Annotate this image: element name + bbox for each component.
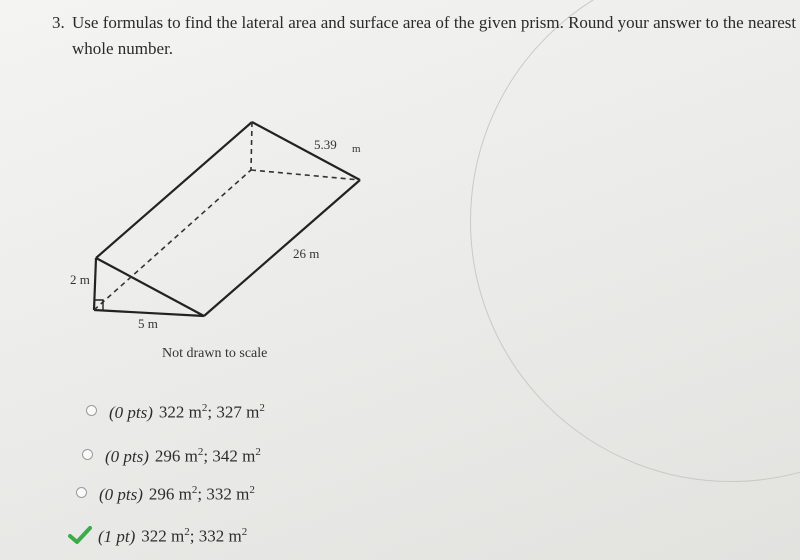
exponent: 2 bbox=[184, 526, 190, 539]
figure-caption: Not drawn to scale bbox=[162, 346, 268, 361]
label-top-edge: 5.39 bbox=[314, 137, 337, 152]
edge-front-vertical bbox=[94, 258, 96, 310]
question-number: 3. bbox=[52, 13, 65, 32]
surface-area-value: 342 m bbox=[212, 446, 256, 466]
hidden-edge-back-base bbox=[251, 170, 360, 180]
exponent: 2 bbox=[259, 402, 265, 414]
choice-answer: 296 $m^2$; 342 $m^2$ bbox=[154, 446, 261, 466]
lateral-area-value: 296 m bbox=[154, 446, 198, 466]
answer-choice-3[interactable] bbox=[76, 484, 255, 505]
choice-points: (1 pt) bbox=[98, 527, 136, 546]
edge-front-hypotenuse bbox=[96, 258, 204, 316]
label-base: 5 m bbox=[138, 316, 158, 331]
lateral-area-value: 322 m bbox=[141, 527, 185, 546]
hidden-edge-back-vertical bbox=[251, 122, 252, 170]
right-angle-marker bbox=[94, 300, 103, 310]
answer-choice-4[interactable] bbox=[68, 524, 247, 547]
exponent: 2 bbox=[191, 484, 198, 496]
exponent: 2 bbox=[197, 446, 204, 458]
answer-choice-1[interactable] bbox=[86, 402, 265, 423]
label-height: 2 m bbox=[70, 272, 90, 287]
choice-answer: 322 $m^2$; 332 $m^2$ bbox=[141, 526, 248, 546]
choice-answer: 296 $m^2$; 332 $m^2$ bbox=[148, 484, 255, 504]
radio-button[interactable] bbox=[76, 487, 87, 498]
exponent: 2 bbox=[249, 484, 255, 496]
background-glare-arc bbox=[470, 0, 800, 482]
hidden-edge-base-length bbox=[94, 170, 251, 310]
edge-back-top bbox=[252, 122, 360, 180]
label-top-edge-unit: m bbox=[352, 143, 361, 155]
surface-area-value: 332 m bbox=[198, 527, 242, 546]
choice-answer: 322 $m^2$; 327 $m^2$ bbox=[158, 402, 265, 422]
lateral-area-value: 296 m bbox=[148, 484, 192, 504]
radio-button[interactable] bbox=[82, 449, 93, 460]
choice-points: (0 pts) bbox=[99, 484, 143, 504]
radio-button[interactable] bbox=[86, 405, 97, 416]
edge-front-base bbox=[94, 310, 204, 316]
exponent: 2 bbox=[241, 526, 248, 539]
surface-area-value: 327 m bbox=[216, 402, 260, 422]
answer-choice-2[interactable] bbox=[82, 446, 261, 467]
check-icon bbox=[68, 526, 92, 544]
surface-area-value: 332 m bbox=[206, 484, 250, 504]
edge-top-length bbox=[96, 122, 252, 258]
edge-bottom-length bbox=[204, 180, 360, 316]
choice-points: (0 pts) bbox=[105, 446, 149, 466]
exponent: 2 bbox=[201, 402, 208, 414]
label-length: 26 m bbox=[293, 246, 320, 261]
choice-points: (0 pts) bbox=[109, 402, 153, 422]
exponent: 2 bbox=[255, 446, 261, 458]
question-text: Use formulas to find the lateral area and surface area of the given prism. Round your answer to the nearest whole number. bbox=[72, 13, 797, 58]
lateral-area-value: 322 m bbox=[158, 402, 202, 422]
